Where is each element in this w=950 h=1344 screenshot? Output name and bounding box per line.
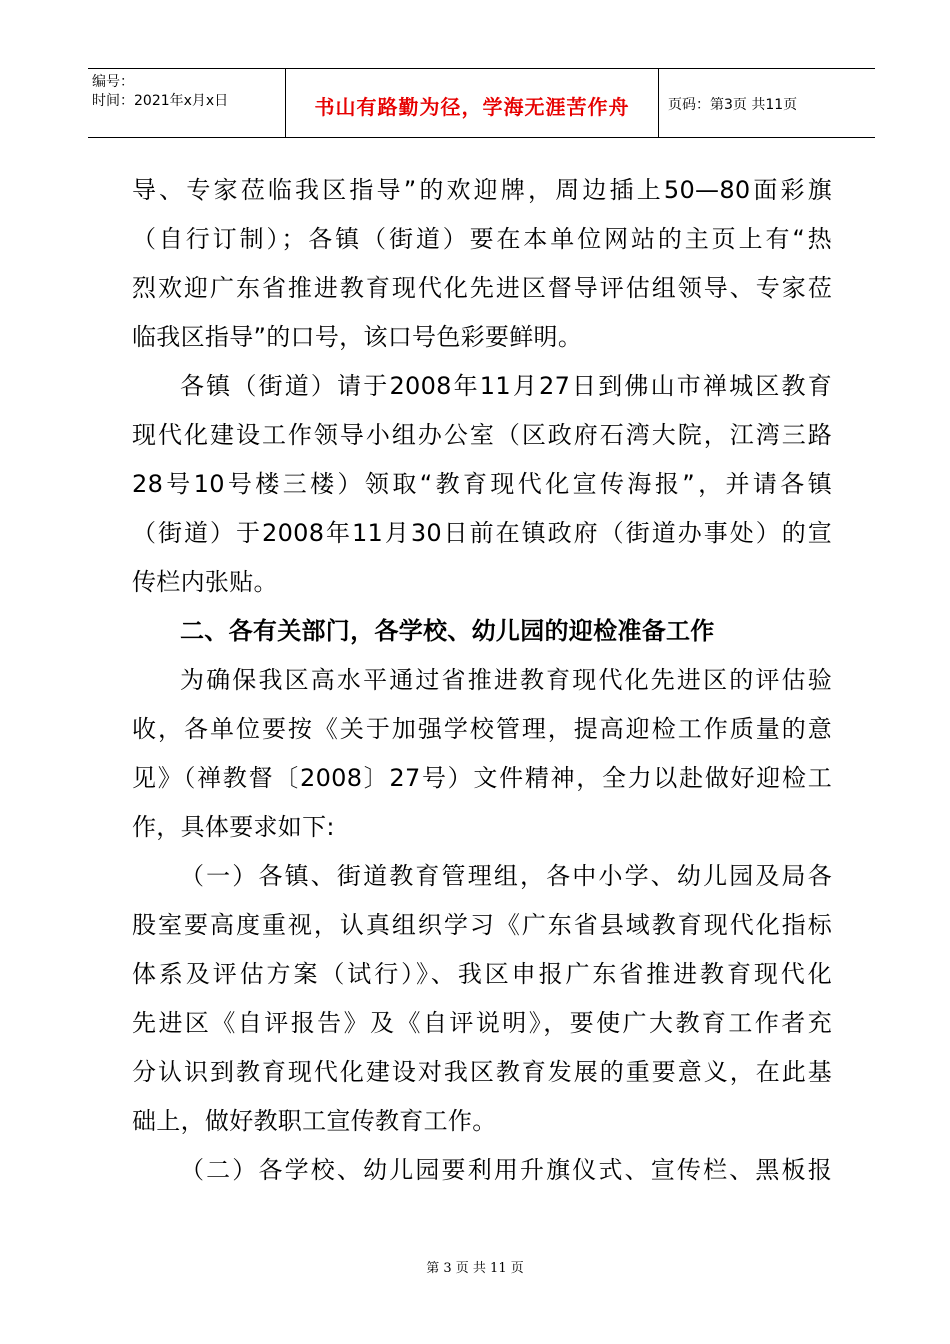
text-line: 作，具体要求如下: <box>132 813 335 841</box>
text-line: 各镇（街道）请于2008年11月27日到佛山市禅城区教育 <box>180 372 832 400</box>
text-line: （街道）于2008年11月30日前在镇政府（街道办事处）的宣 <box>132 519 832 547</box>
section-heading: 二、各有关部门，各学校、幼儿园的迎检准备工作 <box>180 617 715 645</box>
text-line: 础上，做好教职工宣传教育工作。 <box>132 1107 497 1135</box>
text-line: （自行订制）；各镇（街道）要在本单位网站的主页上有“热 <box>132 225 832 253</box>
text-line: 为确保我区高水平通过省推进教育现代化先进区的评估验 <box>180 666 832 694</box>
text-line: 28号10号楼三楼）领取“教育现代化宣传海报”，并请各镇 <box>132 470 832 498</box>
text-line: （二）各学校、幼儿园要利用升旗仪式、宣传栏、黑板报 <box>180 1156 832 1184</box>
text-line: 分认识到教育现代化建设对我区教育发展的重要意义，在此基 <box>132 1058 832 1086</box>
text-line: 收，各单位要按《关于加强学校管理，提高迎检工作质量的意 <box>132 715 832 743</box>
doc-time-label: 时间：2021年x月x日 <box>92 93 229 109</box>
text-line: （一）各镇、街道教育管理组，各中小学、幼儿园及局各 <box>180 862 832 890</box>
text-line: 临我区指导”的口号，该口号色彩要鲜明。 <box>132 323 583 351</box>
doc-number-label: 编号： <box>92 74 134 90</box>
document-body <box>132 166 832 1195</box>
page-footer: 第 3 页 共 11 页 <box>426 1261 524 1276</box>
header-motto: 书山有路勤为径，学海无涯苦作舟 <box>314 95 630 119</box>
page-header <box>88 68 875 138</box>
header-divider <box>658 69 659 137</box>
text-line: 导、专家莅临我区指导”的欢迎牌，周边插上50—80面彩旗 <box>132 176 832 204</box>
text-line: 见》（禅教督〔2008〕27号）文件精神，全力以赴做好迎检工 <box>132 764 832 792</box>
header-meta <box>92 73 228 111</box>
text-line: 传栏内张贴。 <box>132 568 278 596</box>
header-page-info: 页码：第3页 共11页 <box>668 97 798 113</box>
text-line: 体系及评估方案（试行）》、我区申报广东省推进教育现代化 <box>132 960 832 988</box>
text-line: 烈欢迎广东省推进教育现代化先进区督导评估组领导、专家莅 <box>132 274 832 302</box>
text-line: 现代化建设工作领导小组办公室（区政府石湾大院，江湾三路 <box>132 421 832 449</box>
text-line: 股室要高度重视，认真组织学习《广东省县域教育现代化指标 <box>132 911 832 939</box>
text-line: 先进区《自评报告》及《自评说明》，要使广大教育工作者充 <box>132 1009 832 1037</box>
